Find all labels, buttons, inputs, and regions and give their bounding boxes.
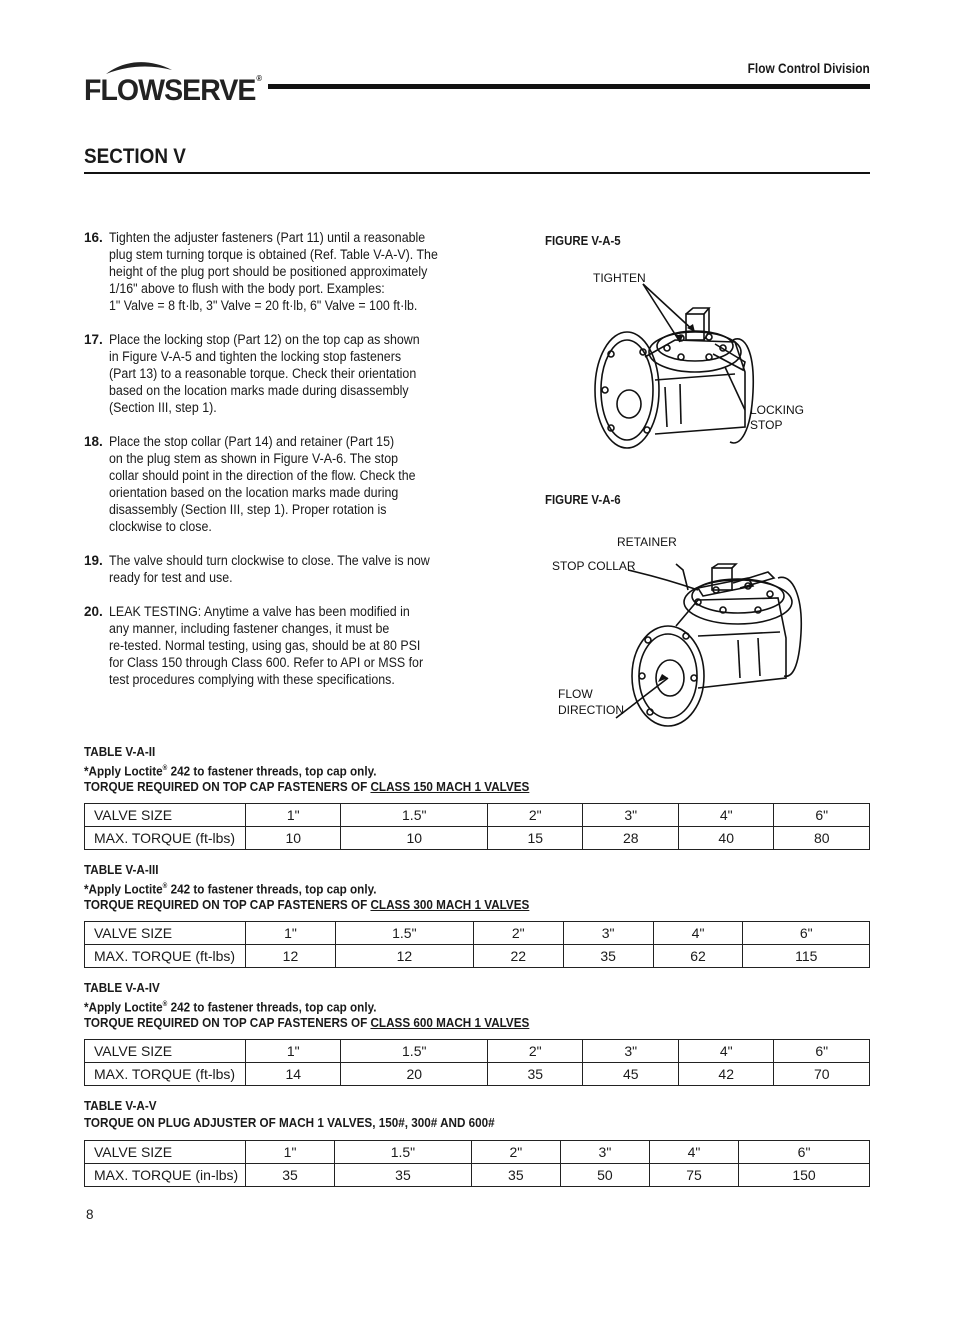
- table-cell: 75: [649, 1164, 738, 1187]
- table-row: [85, 922, 870, 945]
- table-cell: 150: [739, 1164, 870, 1187]
- table-cell: 6": [774, 804, 870, 827]
- step-line: LEAK TESTING: Anytime a valve has been modified in: [109, 604, 410, 619]
- figure-6-label: FIGURE V-A-6: [545, 492, 621, 507]
- table-row: [85, 945, 870, 968]
- row-label: MAX. TORQUE (ft-lbs): [85, 1063, 246, 1086]
- table-cell: 2": [471, 1141, 560, 1164]
- section-title: SECTION V: [84, 145, 186, 168]
- torque-heading: TORQUE REQUIRED ON TOP CAP FASTENERS OF CLASS 600 MACH 1 VALVES: [84, 1015, 530, 1031]
- torque-table: [84, 803, 870, 850]
- table-cell: 62: [653, 945, 743, 968]
- table-cell: 4": [678, 804, 773, 827]
- table-cell: 80: [774, 827, 870, 850]
- table-cell: 35: [335, 1164, 472, 1187]
- table-cell: 3": [560, 1141, 649, 1164]
- step-line: collar should point in the direction of the flow. Check the: [109, 468, 416, 483]
- step-number: 20.: [84, 604, 103, 619]
- table-cell: 1": [246, 922, 336, 945]
- table-cell: 10: [341, 827, 488, 850]
- row-label: MAX. TORQUE (in-lbs): [85, 1164, 246, 1187]
- header-rule: [268, 84, 870, 89]
- figure-5-valve-illustration: [585, 262, 815, 462]
- loctite-note: *Apply Loctite® 242 to fastener threads, top cap only.: [84, 998, 377, 1014]
- callout-stop-collar: STOP COLLAR: [552, 559, 636, 573]
- table-cell: 10: [246, 827, 341, 850]
- step-text: [109, 552, 436, 586]
- callout-stop: STOP: [750, 418, 783, 432]
- table-cell: 1": [246, 1040, 341, 1063]
- step-line: re-tested. Normal testing, using gas, should be at 80 PSI: [109, 638, 421, 653]
- table-cell: 28: [583, 827, 678, 850]
- callout-locking: LOCKING: [750, 403, 805, 417]
- callout-flow: FLOW: [558, 687, 593, 701]
- table-cell: 35: [563, 945, 653, 968]
- table-cell: 35: [246, 1164, 335, 1187]
- callout-direction: DIRECTION: [558, 703, 624, 717]
- table-cell: 1.5": [335, 1141, 472, 1164]
- step-line: test procedures complying with these specifications.: [109, 672, 395, 687]
- step-line: Place the locking stop (Part 12) on the top cap as shown: [109, 332, 420, 347]
- table-name: TABLE V-A-II: [84, 744, 156, 759]
- step-line: disassembly (Section III, step 1). Proper rotation is: [109, 502, 387, 517]
- table-cell: 22: [473, 945, 563, 968]
- step-text: [109, 331, 436, 416]
- figure-6-valve-illustration: [548, 528, 818, 728]
- logo-text: FLOWSERVE: [84, 74, 256, 107]
- table-cell: 6": [774, 1040, 870, 1063]
- table-cell: 3": [583, 1040, 678, 1063]
- figure-5-label: FIGURE V-A-5: [545, 233, 621, 248]
- table-cell: 70: [774, 1063, 870, 1086]
- step-item: [84, 552, 464, 586]
- table-cell: 12: [246, 945, 336, 968]
- step-line: in Figure V-A-5 and tighten the locking stop fasteners: [109, 349, 402, 364]
- page-number: 8: [86, 1207, 94, 1222]
- table-cell: 2": [488, 1040, 583, 1063]
- table-row: [85, 1141, 870, 1164]
- callout-retainer: RETAINER: [617, 535, 677, 549]
- table-cell: 115: [743, 945, 870, 968]
- row-label: MAX. TORQUE (ft-lbs): [85, 827, 246, 850]
- division-name: Flow Control Division: [747, 61, 870, 76]
- row-label: MAX. TORQUE (ft-lbs): [85, 945, 246, 968]
- table-cell: 50: [560, 1164, 649, 1187]
- table-cell: 4": [653, 922, 743, 945]
- table-row: [85, 1063, 870, 1086]
- table-row: [85, 1164, 870, 1187]
- torque-table: [84, 1140, 870, 1187]
- loctite-note: *Apply Loctite® 242 to fastener threads, top cap only.: [84, 880, 377, 896]
- step-line: 1/16" above to flush with the body port. Examples:: [109, 281, 385, 296]
- flowserve-logo: FLOWSERVE®: [84, 74, 262, 107]
- step-line: plug stem turning torque is obtained (Ref. Table V-A-V). The: [109, 247, 438, 262]
- table-row: [85, 804, 870, 827]
- table-cell: 35: [471, 1164, 560, 1187]
- torque-table: [84, 1039, 870, 1086]
- loctite-note: *Apply Loctite® 242 to fastener threads, top cap only.: [84, 762, 377, 778]
- section-rule: [84, 172, 870, 174]
- row-label: VALVE SIZE: [85, 922, 246, 945]
- table-cell: 6": [743, 922, 870, 945]
- table-name: TABLE V-A-III: [84, 862, 159, 877]
- step-number: 16.: [84, 230, 103, 245]
- table-cell: 3": [583, 804, 678, 827]
- table-caption: [84, 862, 529, 914]
- step-line: on the plug stem as shown in Figure V-A-6. The stop: [109, 451, 399, 466]
- step-item: [84, 229, 464, 314]
- table-cell: 4": [649, 1141, 738, 1164]
- step-item: [84, 331, 464, 416]
- step-line: ready for test and use.: [109, 570, 233, 585]
- step-item: [84, 603, 464, 688]
- table-cell: 1.5": [341, 1040, 488, 1063]
- table-cell: 1": [246, 804, 341, 827]
- table-cell: 20: [341, 1063, 488, 1086]
- table-cell: 12: [335, 945, 473, 968]
- step-item: [84, 433, 464, 535]
- torque-table: [84, 921, 870, 968]
- step-line: for Class 150 through Class 600. Refer to API or MSS for: [109, 655, 424, 670]
- step-text: [109, 433, 436, 535]
- table-cell: 14: [246, 1063, 341, 1086]
- table-cell: 40: [678, 827, 773, 850]
- step-line: orientation based on the location marks made during: [109, 485, 399, 500]
- step-line: (Section III, step 1).: [109, 400, 217, 415]
- step-line: based on the location marks made during disassembly: [109, 383, 409, 398]
- table-cell: 1": [246, 1141, 335, 1164]
- step-line: clockwise to close.: [109, 519, 212, 534]
- table-cell: 1.5": [335, 922, 473, 945]
- row-label: VALVE SIZE: [85, 1141, 246, 1164]
- table-row: [85, 827, 870, 850]
- row-label: VALVE SIZE: [85, 804, 246, 827]
- step-line: any manner, including fastener changes, it must be: [109, 621, 390, 636]
- table-cell: 2": [488, 804, 583, 827]
- table-cell: 4": [678, 1040, 773, 1063]
- step-line: height of the plug port should be positioned approximately: [109, 264, 428, 279]
- step-line: Place the stop collar (Part 14) and retainer (Part 15): [109, 434, 395, 449]
- torque-heading: TORQUE REQUIRED ON TOP CAP FASTENERS OF CLASS 300 MACH 1 VALVES: [84, 897, 530, 913]
- table-caption: [84, 744, 529, 796]
- table-cell: 1.5": [341, 804, 488, 827]
- step-number: 17.: [84, 332, 103, 347]
- step-line: (Part 13) to a reasonable torque. Check their orientation: [109, 366, 417, 381]
- step-line: Tighten the adjuster fasteners (Part 11) until a reasonable: [109, 230, 426, 245]
- step-line: The valve should turn clockwise to close. The valve is now: [109, 553, 430, 568]
- step-list: [84, 229, 464, 705]
- step-line: 1" Valve = 8 ft·lb, 3" Valve = 20 ft·lb, 6" Valve = 100 ft·lb.: [109, 298, 418, 313]
- step-text: [109, 229, 438, 314]
- table-caption: [84, 1098, 495, 1131]
- torque-heading: TORQUE REQUIRED ON TOP CAP FASTENERS OF CLASS 150 MACH 1 VALVES: [84, 779, 530, 795]
- table-cell: 3": [563, 922, 653, 945]
- table-name: TABLE V-A-IV: [84, 980, 160, 995]
- table-name: TABLE V-A-V: [84, 1098, 157, 1113]
- table-cell: 2": [473, 922, 563, 945]
- step-number: 19.: [84, 553, 103, 568]
- table-cell: 42: [678, 1063, 773, 1086]
- table-row: [85, 1040, 870, 1063]
- callout-tighten: TIGHTEN: [593, 271, 646, 285]
- row-label: VALVE SIZE: [85, 1040, 246, 1063]
- table-cell: 15: [488, 827, 583, 850]
- step-text: [109, 603, 436, 688]
- table-caption: [84, 980, 529, 1032]
- table-cell: 35: [488, 1063, 583, 1086]
- table-cell: 6": [739, 1141, 870, 1164]
- step-number: 18.: [84, 434, 103, 449]
- torque-heading: TORQUE ON PLUG ADJUSTER OF MACH 1 VALVES, 150#, 300# AND 600#: [84, 1114, 495, 1130]
- table-cell: 45: [583, 1063, 678, 1086]
